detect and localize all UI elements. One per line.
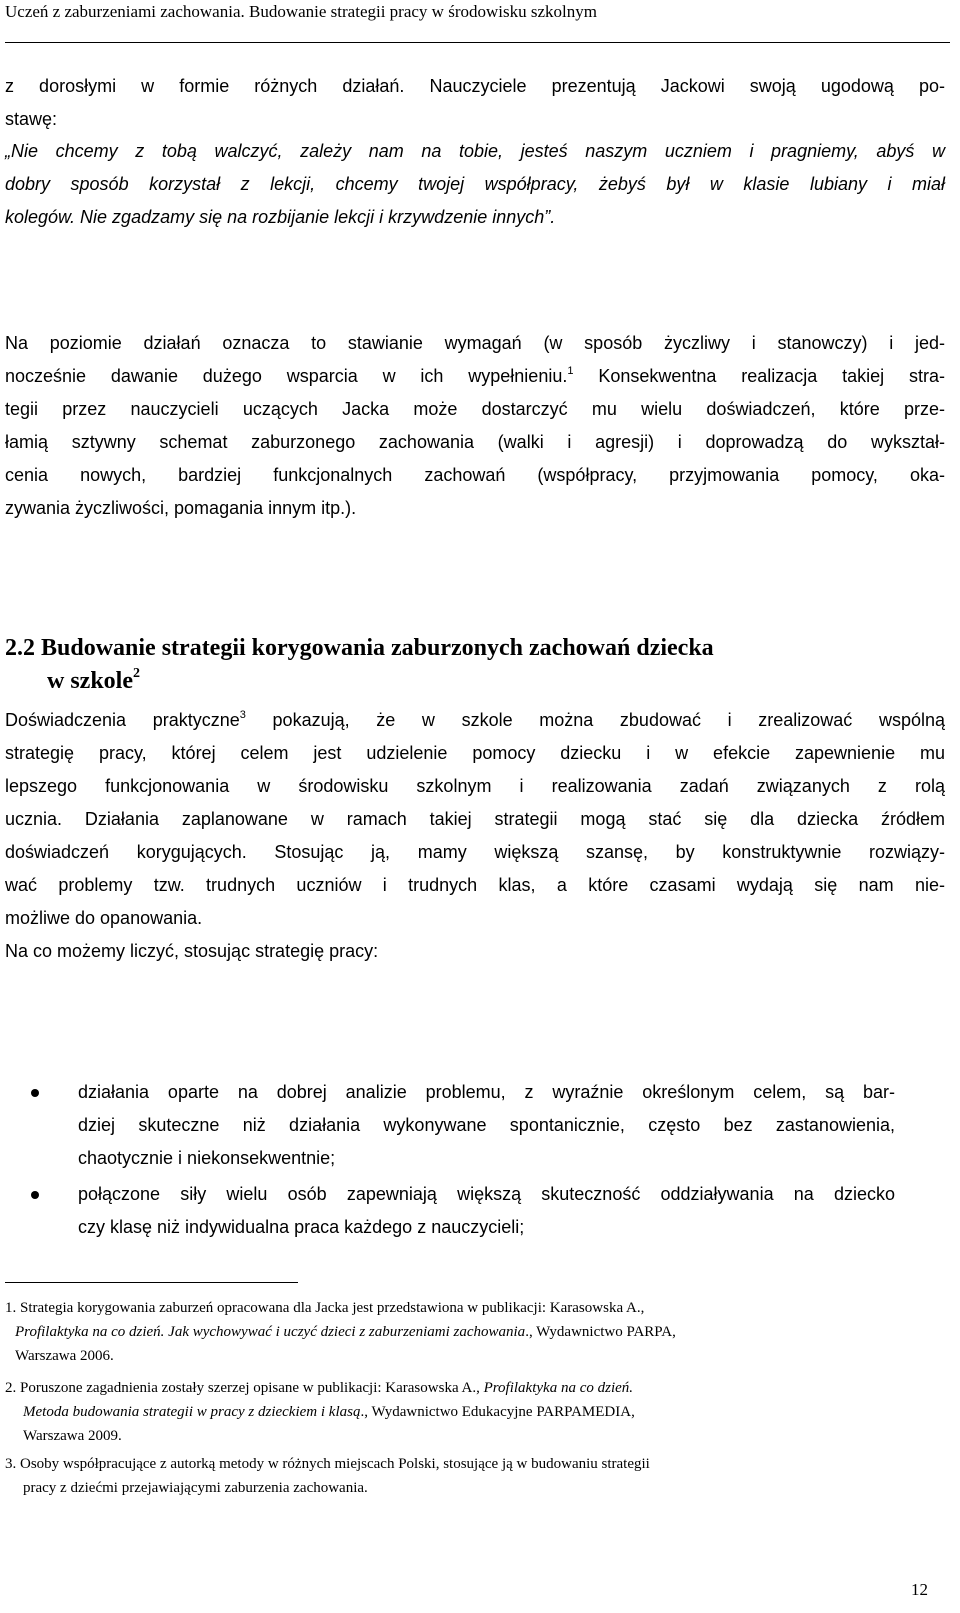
footnote-line: 2. Poruszone zagadnienia zostały szerzej opisane w publikacji: Karasowska A., Profilaktyka na co dzień. <box>5 1380 634 1396</box>
footnote-ref-3: 3 <box>239 709 246 721</box>
paragraph-line: Na poziomie działań oznacza to stawianie wymagań (w sposób życzliwy i stanowczy) i jed- <box>5 333 945 353</box>
paragraph-strategy <box>5 704 945 968</box>
paragraph-text: Konsekwentna realizacja takiej stra- <box>573 366 945 386</box>
footnote-2 <box>5 1376 925 1448</box>
footnote-3 <box>5 1452 925 1500</box>
paragraph-text: Doświadczenia praktyczne <box>5 710 240 730</box>
footnotes <box>5 1296 925 1502</box>
section-heading-line: 2.2 Budowanie strategii korygowania zaburzonych zachowań dziecka <box>5 635 714 661</box>
paragraph-line: łamią sztywny schemat zaburzonego zachowania (walki i agresji) i doprowadzą do wykształ- <box>5 432 945 452</box>
running-header: Uczeń z zaburzeniami zachowania. Budowanie strategii pracy w środowisku szkolnym <box>5 2 597 21</box>
footnote-line: Warszawa 2006. <box>15 1348 114 1364</box>
bullet-list <box>5 1076 895 1244</box>
paragraph-line: tegii przez nauczycieli uczących Jacka może dostarczyć mu wielu doświadczeń, które prze- <box>5 399 945 419</box>
header-rule <box>5 42 950 43</box>
footnote-ref-1: 1 <box>567 365 574 377</box>
intro-paragraph <box>5 70 945 136</box>
paragraph-text: pokazują, że w szkole można zbudować i zrealizować wspólną <box>245 710 946 730</box>
footnote-ref-2: 2 <box>133 666 140 681</box>
footnote-1 <box>5 1296 925 1368</box>
paragraph-line: Na co możemy liczyć, stosując strategię pracy: <box>5 941 379 961</box>
footnote-line: Warszawa 2009. <box>23 1428 122 1444</box>
quote-line: „Nie chcemy z tobą walczyć, zależy nam na tobie, jesteś naszym uczniem i pragniemy, abyś w <box>5 141 945 161</box>
list-item-line: połączone siły wielu osób zapewniają większą skuteczność oddziaływania na dziecko <box>78 1184 895 1204</box>
footnote-line: 3. Osoby współpracujące z autorką metody w różnych miejscach Polski, stosujące ją w budowaniu strategii <box>5 1456 650 1472</box>
list-item-line: chaotycznie i niekonsekwentnie; <box>78 1148 336 1168</box>
list-item-line: czy klasę niż indywidualna praca każdego z nauczycieli; <box>78 1217 525 1237</box>
paragraph-line: strategię pracy, której celem jest udzielenie pomocy dziecku i w efekcie zapewnienie mu <box>5 743 945 763</box>
paragraph-actions <box>5 327 945 525</box>
paragraph-line: możliwe do opanowania. <box>5 908 203 928</box>
paragraph-line: ucznia. Działania zaplanowane w ramach takiej strategii mogą stać się dla dziecka źródłem <box>5 809 945 829</box>
paragraph-line: cenia nowych, bardziej funkcjonalnych zachowań (współpracy, przyjmowania pomocy, oka- <box>5 465 945 485</box>
page-number: 12 <box>911 1580 928 1599</box>
paragraph-line <box>5 360 945 393</box>
footnote-rule <box>5 1282 298 1283</box>
bullet-icon <box>31 1089 39 1097</box>
list-item <box>5 1076 895 1175</box>
paragraph-line: zywania życzliwości, pomagania innym itp.). <box>5 498 357 518</box>
intro-line: stawę: <box>5 109 58 129</box>
footnote-line: Profilaktyka na co dzień. Jak wychowywać i uczyć dzieci z zaburzeniami zachowania., Wydawnictwo PARPA, <box>15 1324 676 1340</box>
paragraph-text: nocześnie dawanie dużego wsparcia w ich wypełnieniu. <box>5 366 568 386</box>
paragraph-line: wać problemy tzw. trudnych uczniów i trudnych klas, a które czasami wydają się nam nie- <box>5 875 945 895</box>
footnote-line: Metoda budowania strategii w pracy z dzieckiem i klasą., Wydawnictwo Edukacyjne PARPAMEDIA, <box>23 1404 635 1420</box>
section-heading <box>5 632 905 698</box>
quote-line: kolegów. Nie zgadzamy się na rozbijanie lekcji i krzywdzenie innych”. <box>5 207 556 227</box>
intro-line: z dorosłymi w formie różnych działań. Nauczyciele prezentują Jackowi swoją ugodową po- <box>5 76 945 96</box>
footnote-line: pracy z dziećmi przejawiającymi zaburzenia zachowania. <box>23 1480 368 1496</box>
section-heading-line: w szkole$^2$ <box>47 666 140 694</box>
bullet-icon <box>31 1191 39 1199</box>
paragraph-line: lepszego funkcjonowania w środowisku szkolnym i realizowania zadań związanych z rolą <box>5 776 945 796</box>
list-item-line: działania oparte na dobrej analizie problemu, z wyraźnie określonym celem, są bar- <box>78 1082 895 1102</box>
list-item-line: dziej skuteczne niż działania wykonywane spontanicznie, często bez zastanowienia, <box>78 1115 895 1135</box>
quote-line: dobry sposób korzystał z lekcji, chcemy twojej współpracy, żebyś był w klasie lubiany i miał <box>5 174 945 194</box>
footnote-line: 1. Strategia korygowania zaburzeń opracowana dla Jacka jest przedstawiona w publikacji: Karasowska A., <box>5 1300 645 1316</box>
list-item <box>5 1178 895 1244</box>
paragraph-line: doświadczeń korygujących. Stosując ją, mamy większą szansę, by konstruktywnie rozwiązy- <box>5 842 945 862</box>
paragraph-line <box>5 704 945 737</box>
quote-paragraph <box>5 135 945 234</box>
